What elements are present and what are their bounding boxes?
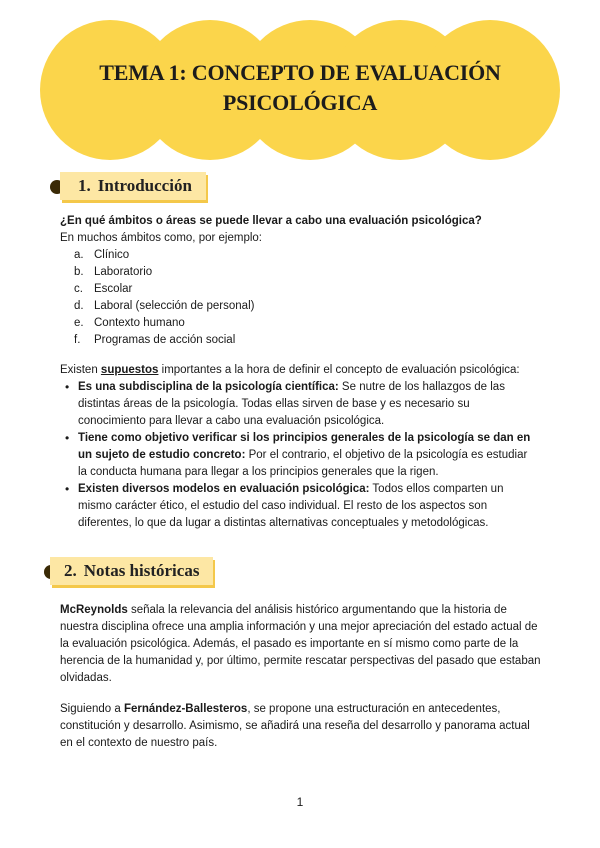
- question: ¿En qué ámbitos o áreas se puede llevar a cabo una evaluación psicológica?: [60, 215, 482, 227]
- list-item: • Tiene como objetivo verificar si los principios generales de la psicología se dan en un sujeto de estudio concreto: Por el contrario, el objetivo de la psicología es estudiar la conducta humana para llegar a los principios generales que la rigen.: [60, 430, 538, 481]
- list-item: c. Escolar: [74, 283, 133, 295]
- areas-list: [74, 247, 514, 349]
- title-line-2: PSICOLÓGICA: [222, 90, 378, 115]
- list-item: e. Contexto humano: [74, 317, 185, 329]
- intro-line: En muchos ámbitos como, por ejemplo:: [60, 232, 262, 244]
- paragraph-fernandez: Siguiendo a Fernández-Ballesteros, se propone una estructuración en antecedentes, constitución y desarrollo. Asimismo, se añadirá una reseña del desarrollo y panorama actual en el contexto de nuestro país.: [60, 703, 530, 749]
- section-1-tab: [60, 172, 206, 200]
- supuestos-intro: Existen supuestos importantes a la hora de definir el concepto de evaluación psicológica:: [60, 364, 520, 376]
- list-item: f. Programas de acción social: [74, 334, 236, 346]
- paragraph-mcreynolds: McReynolds señala la relevancia del análisis histórico argumentando que la historia de nuestra disciplina ofrece una amplia información y una mejor apreciación del estado actual de la evaluación psicológica. Además, el pasado es importante en sí mismo como parte de la herencia de la humanidad y, por último, permite rescatar perspectivas del pasado que estaban olvidadas.: [60, 604, 541, 684]
- section-number: 2.: [64, 561, 77, 580]
- page-title: [0, 58, 600, 118]
- list-item: a. Clínico: [74, 249, 130, 261]
- section-2-tab: [50, 557, 213, 585]
- list-item: • Es una subdisciplina de la psicología científica: Se nutre de los hallazgos de las distintas áreas de la psicología. Todas ellas sirven de base y es necesario su conocimiento para llevar a cabo una evaluación psicológica.: [60, 379, 538, 430]
- title-line-1: TEMA 1: CONCEPTO DE EVALUACIÓN: [99, 60, 501, 85]
- supuestos-list: [60, 379, 538, 532]
- list-item: • Existen diversos modelos en evaluación psicológica: Todos ellos comparten un mismo carácter ético, el estudio del caso individual. El resto de los aspectos son diferentes, lo que da lugar a distintas alternativas conceptuales y metodológicas.: [60, 481, 538, 532]
- section-number: 1.: [78, 176, 91, 195]
- section-title: Notas históricas: [83, 561, 200, 580]
- list-item: b. Laboratorio: [74, 266, 153, 278]
- list-item: d. Laboral (selección de personal): [74, 300, 255, 312]
- section-title: Introducción: [97, 176, 192, 195]
- page-number: 1: [296, 795, 304, 809]
